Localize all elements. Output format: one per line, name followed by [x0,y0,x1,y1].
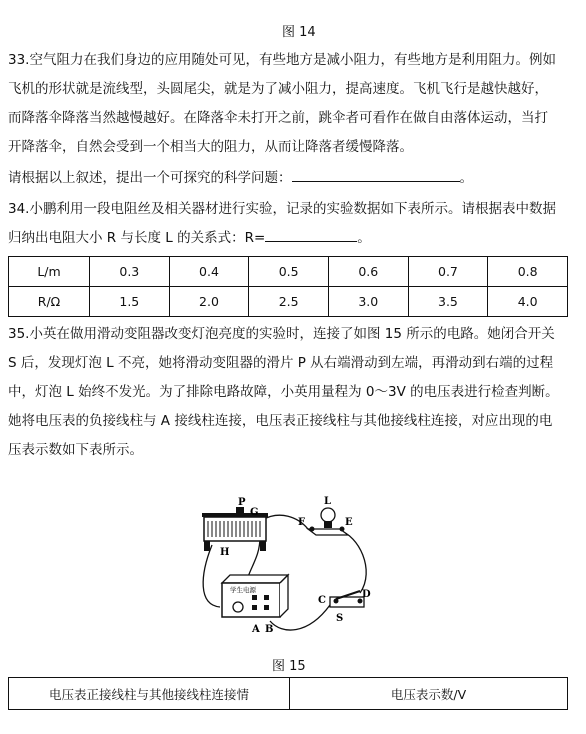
label-d: D [362,589,371,600]
q33-line-1: 33.空气阻力在我们身边的应用随处可见，有些地方是减小阻力，有些地方是利用阻力。例如 [8,52,556,68]
wire-h-to-supply [203,545,220,607]
row-label-length: L/m [9,257,90,287]
table-cell: 3.5 [408,287,488,317]
supply-label: 学生电源 [230,586,256,594]
q34-data-table [8,256,568,317]
circuit-figure [190,495,390,645]
wire-e-to-d [340,531,366,593]
q34-answer-blank[interactable] [265,227,357,242]
label-f: F [298,517,306,528]
q34-line-2-text: 归纳出电阻大小 R 与长度 L 的关系式：R= [8,230,266,246]
q35-line-1: 35.小英在做用滑动变阻器改变灯泡亮度的实验时，连接了如图 15 所示的电路。她闭合开关 [8,326,555,342]
table-cell: 3.0 [328,287,408,317]
voltage-table [8,677,568,710]
label-l: L [324,496,332,507]
wire-rheostat-to-supply [248,537,260,577]
label-c: C [318,595,326,606]
label-e: E [345,517,353,528]
label-p: P [238,497,246,508]
table-cell: 2.0 [169,287,249,317]
table-row [9,287,568,317]
q35-line-5: 压表示数如下表所示。 [8,442,143,458]
label-h: H [220,547,230,558]
q34-line-1: 34.小鹏利用一段电阻丝及相关器材进行实验，记录的实验数据如下表所示。请根据表中数据 [8,201,556,217]
col-header-connection: 电压表正接线柱与其他接线柱连接情 [9,678,290,710]
switch [330,591,364,607]
lamp-board [308,508,348,535]
q33-line-4: 开降落伞，自然会受到一个相当大的阻力，从而让降落者缓慢降落。 [8,139,413,155]
col-header-voltage: 电压表示数/V [290,678,568,710]
figure-15-caption: 图 15 [272,659,306,674]
q33-line-2: 飞机的形状就是流线型，头圆尾尖，就是为了减小阻力，提高速度。飞机飞行是越快越好， [8,81,548,97]
table-cell: 0.5 [249,257,329,287]
table-cell: 4.0 [488,287,568,317]
figure-14-caption: 图 14 [282,25,316,40]
q35-line-2: S 后，发现灯泡 L 不亮，她将滑动变阻器的滑片 P 从右端滑动到左端，再滑动到右端的过程 [8,355,554,371]
row-label-resistance: R/Ω [9,287,90,317]
table-cell: 0.6 [328,257,408,287]
q33-answer-blank[interactable] [292,167,460,182]
table-cell: 0.3 [90,257,170,287]
table-cell: 0.7 [408,257,488,287]
table-row [9,257,568,287]
table-cell: 2.5 [249,287,329,317]
label-g: G [250,507,259,518]
q33-line-3: 而降落伞降落当然越慢越好。在降落伞未打开之前，跳伞者可看作在做自由落体运动，当打 [8,110,548,126]
table-cell: 0.8 [488,257,568,287]
q35-line-4: 她将电压表的负接线柱与 A 接线柱连接，电压表正接线柱与其他接线柱连接，对应出现的电 [8,413,553,429]
q33-prompt-end: 。 [459,170,473,186]
label-a: A [252,624,260,635]
table-cell: 0.4 [169,257,249,287]
q35-line-3: 中，灯泡 L 始终不发光。为了排除电路故障，小英用量程为 0～3V 的电压表进行检查判断。 [8,384,559,400]
table-cell: 1.5 [90,287,170,317]
label-s: S [336,613,344,624]
q33-prompt-text: 请根据以上叙述，提出一个可探究的科学问题： [8,170,292,186]
q34-line-2-end: 。 [357,230,371,246]
q33-prompt [8,164,576,193]
table-row [9,678,568,710]
label-b: B [265,624,274,635]
q34-line-2 [8,224,576,253]
power-supply [222,575,288,617]
